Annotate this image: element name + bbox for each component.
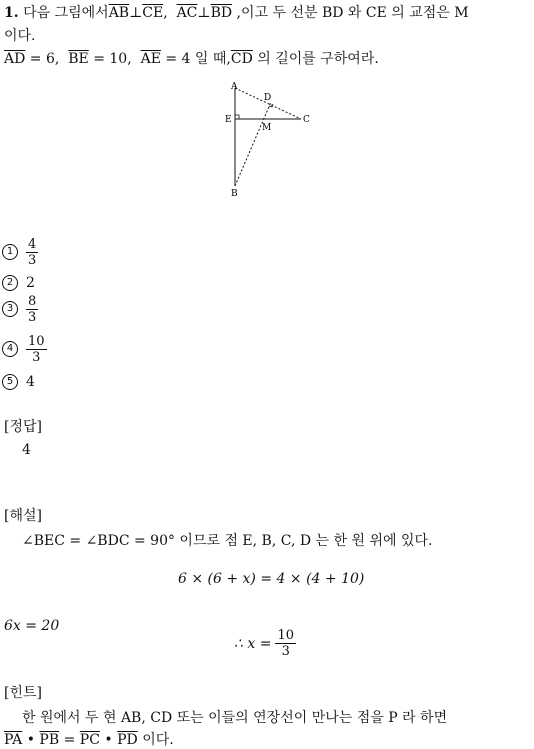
label-e: E — [225, 115, 232, 125]
solution-heading: [해설] — [4, 508, 42, 524]
label-b: B — [231, 189, 238, 199]
option-marker: 3 — [2, 301, 18, 317]
option-marker: 2 — [2, 275, 18, 291]
option-3[interactable] — [2, 293, 38, 325]
comma: , — [163, 5, 168, 21]
be-value: = 10, — [93, 51, 132, 67]
line-bd — [235, 102, 271, 186]
problem-line-1 — [4, 2, 469, 22]
fraction-numerator: 10 — [28, 333, 45, 349]
option-marker: 4 — [2, 341, 18, 357]
problem-number: 1. — [4, 5, 19, 21]
option-value: 2 — [26, 275, 35, 291]
perp-symbol: ⊥ — [129, 5, 143, 21]
solution-equation-1: 6 × (6 + x) = 4 × (4 + 10) — [178, 571, 365, 587]
hint-line-2 — [4, 729, 174, 749]
ad-value: = 6, — [29, 51, 60, 67]
segment-pd: $\overline{PD}$ — [117, 732, 138, 748]
hint-line-1: 한 원에서 두 현 AB, CD 또는 이들의 연장선이 만나는 점을 P 라 하면 — [22, 710, 448, 726]
label-a: A — [231, 82, 238, 92]
fraction-numerator: 10 — [277, 628, 294, 643]
segment-ae: $\overline{AE}$ — [140, 51, 161, 67]
problem-question: 의 길이를 구하여라. — [257, 51, 379, 67]
segment-pa: $\overline{PA}$ — [4, 732, 23, 748]
fraction-denominator: 3 — [28, 252, 37, 268]
dot-operator-2: • — [104, 732, 113, 748]
dot-operator: • — [26, 732, 35, 748]
label-m: M — [262, 123, 272, 133]
problem-line-2: 이다. — [4, 28, 36, 44]
fraction-denominator: 3 — [32, 349, 41, 365]
label-d: D — [264, 93, 272, 103]
right-angle-mark-e — [235, 115, 239, 119]
answer-value: 4 — [22, 442, 31, 458]
solution-equation-2: 6x = 20 — [4, 618, 60, 634]
problem-text-2: ,이고 두 선분 BD 와 CE 의 교점은 M — [236, 5, 469, 21]
option-fraction — [26, 334, 47, 365]
fraction-denominator: 3 — [28, 309, 37, 325]
option-marker: 5 — [2, 374, 18, 390]
option-fraction — [26, 237, 38, 268]
solution-line-1: ∠BEC = ∠BDC = 90° 이므로 점 E, B, C, D 는 한 원 위에 있다. — [22, 533, 433, 549]
answer-heading: [정답] — [4, 419, 42, 435]
segment-ac: $\overline{AC}$ — [176, 5, 198, 21]
segment-pb: $\overline{PB}$ — [39, 732, 60, 748]
solution-equation-3 — [234, 628, 296, 659]
option-5[interactable] — [2, 370, 35, 394]
problem-text: 다음 그림에서 — [23, 5, 109, 21]
segment-bd: $\overline{BD}$ — [210, 5, 233, 21]
fraction-numerator: 8 — [28, 293, 37, 309]
segment-ad: $\overline{AD}$ — [4, 51, 26, 67]
fraction-numerator: 4 — [28, 236, 37, 252]
hint-end: 이다. — [142, 732, 174, 748]
segment-pc: $\overline{PC}$ — [79, 732, 100, 748]
fraction-denominator: 3 — [281, 644, 290, 659]
ae-value: = 4 일 때, — [165, 51, 231, 67]
result-fraction — [275, 628, 296, 659]
label-c: C — [303, 115, 310, 125]
segment-ce: $\overline{CE}$ — [142, 5, 164, 21]
option-2[interactable] — [2, 271, 35, 295]
segment-ab: $\overline{AB}$ — [108, 5, 130, 21]
problem-line-3 — [4, 48, 379, 68]
segment-cd: $\overline{CD}$ — [230, 51, 253, 67]
therefore-x: ∴ x = — [234, 635, 272, 652]
segment-be: $\overline{BE}$ — [68, 51, 89, 67]
option-marker: 1 — [2, 244, 18, 260]
equals-sign: = — [63, 732, 76, 748]
option-value: 4 — [26, 374, 35, 390]
option-1[interactable] — [2, 236, 38, 268]
geometry-figure — [222, 80, 322, 202]
option-fraction — [26, 294, 38, 325]
perp-symbol-2: ⊥ — [197, 5, 211, 21]
option-4[interactable] — [2, 333, 47, 365]
hint-heading: [힌트] — [4, 685, 42, 701]
